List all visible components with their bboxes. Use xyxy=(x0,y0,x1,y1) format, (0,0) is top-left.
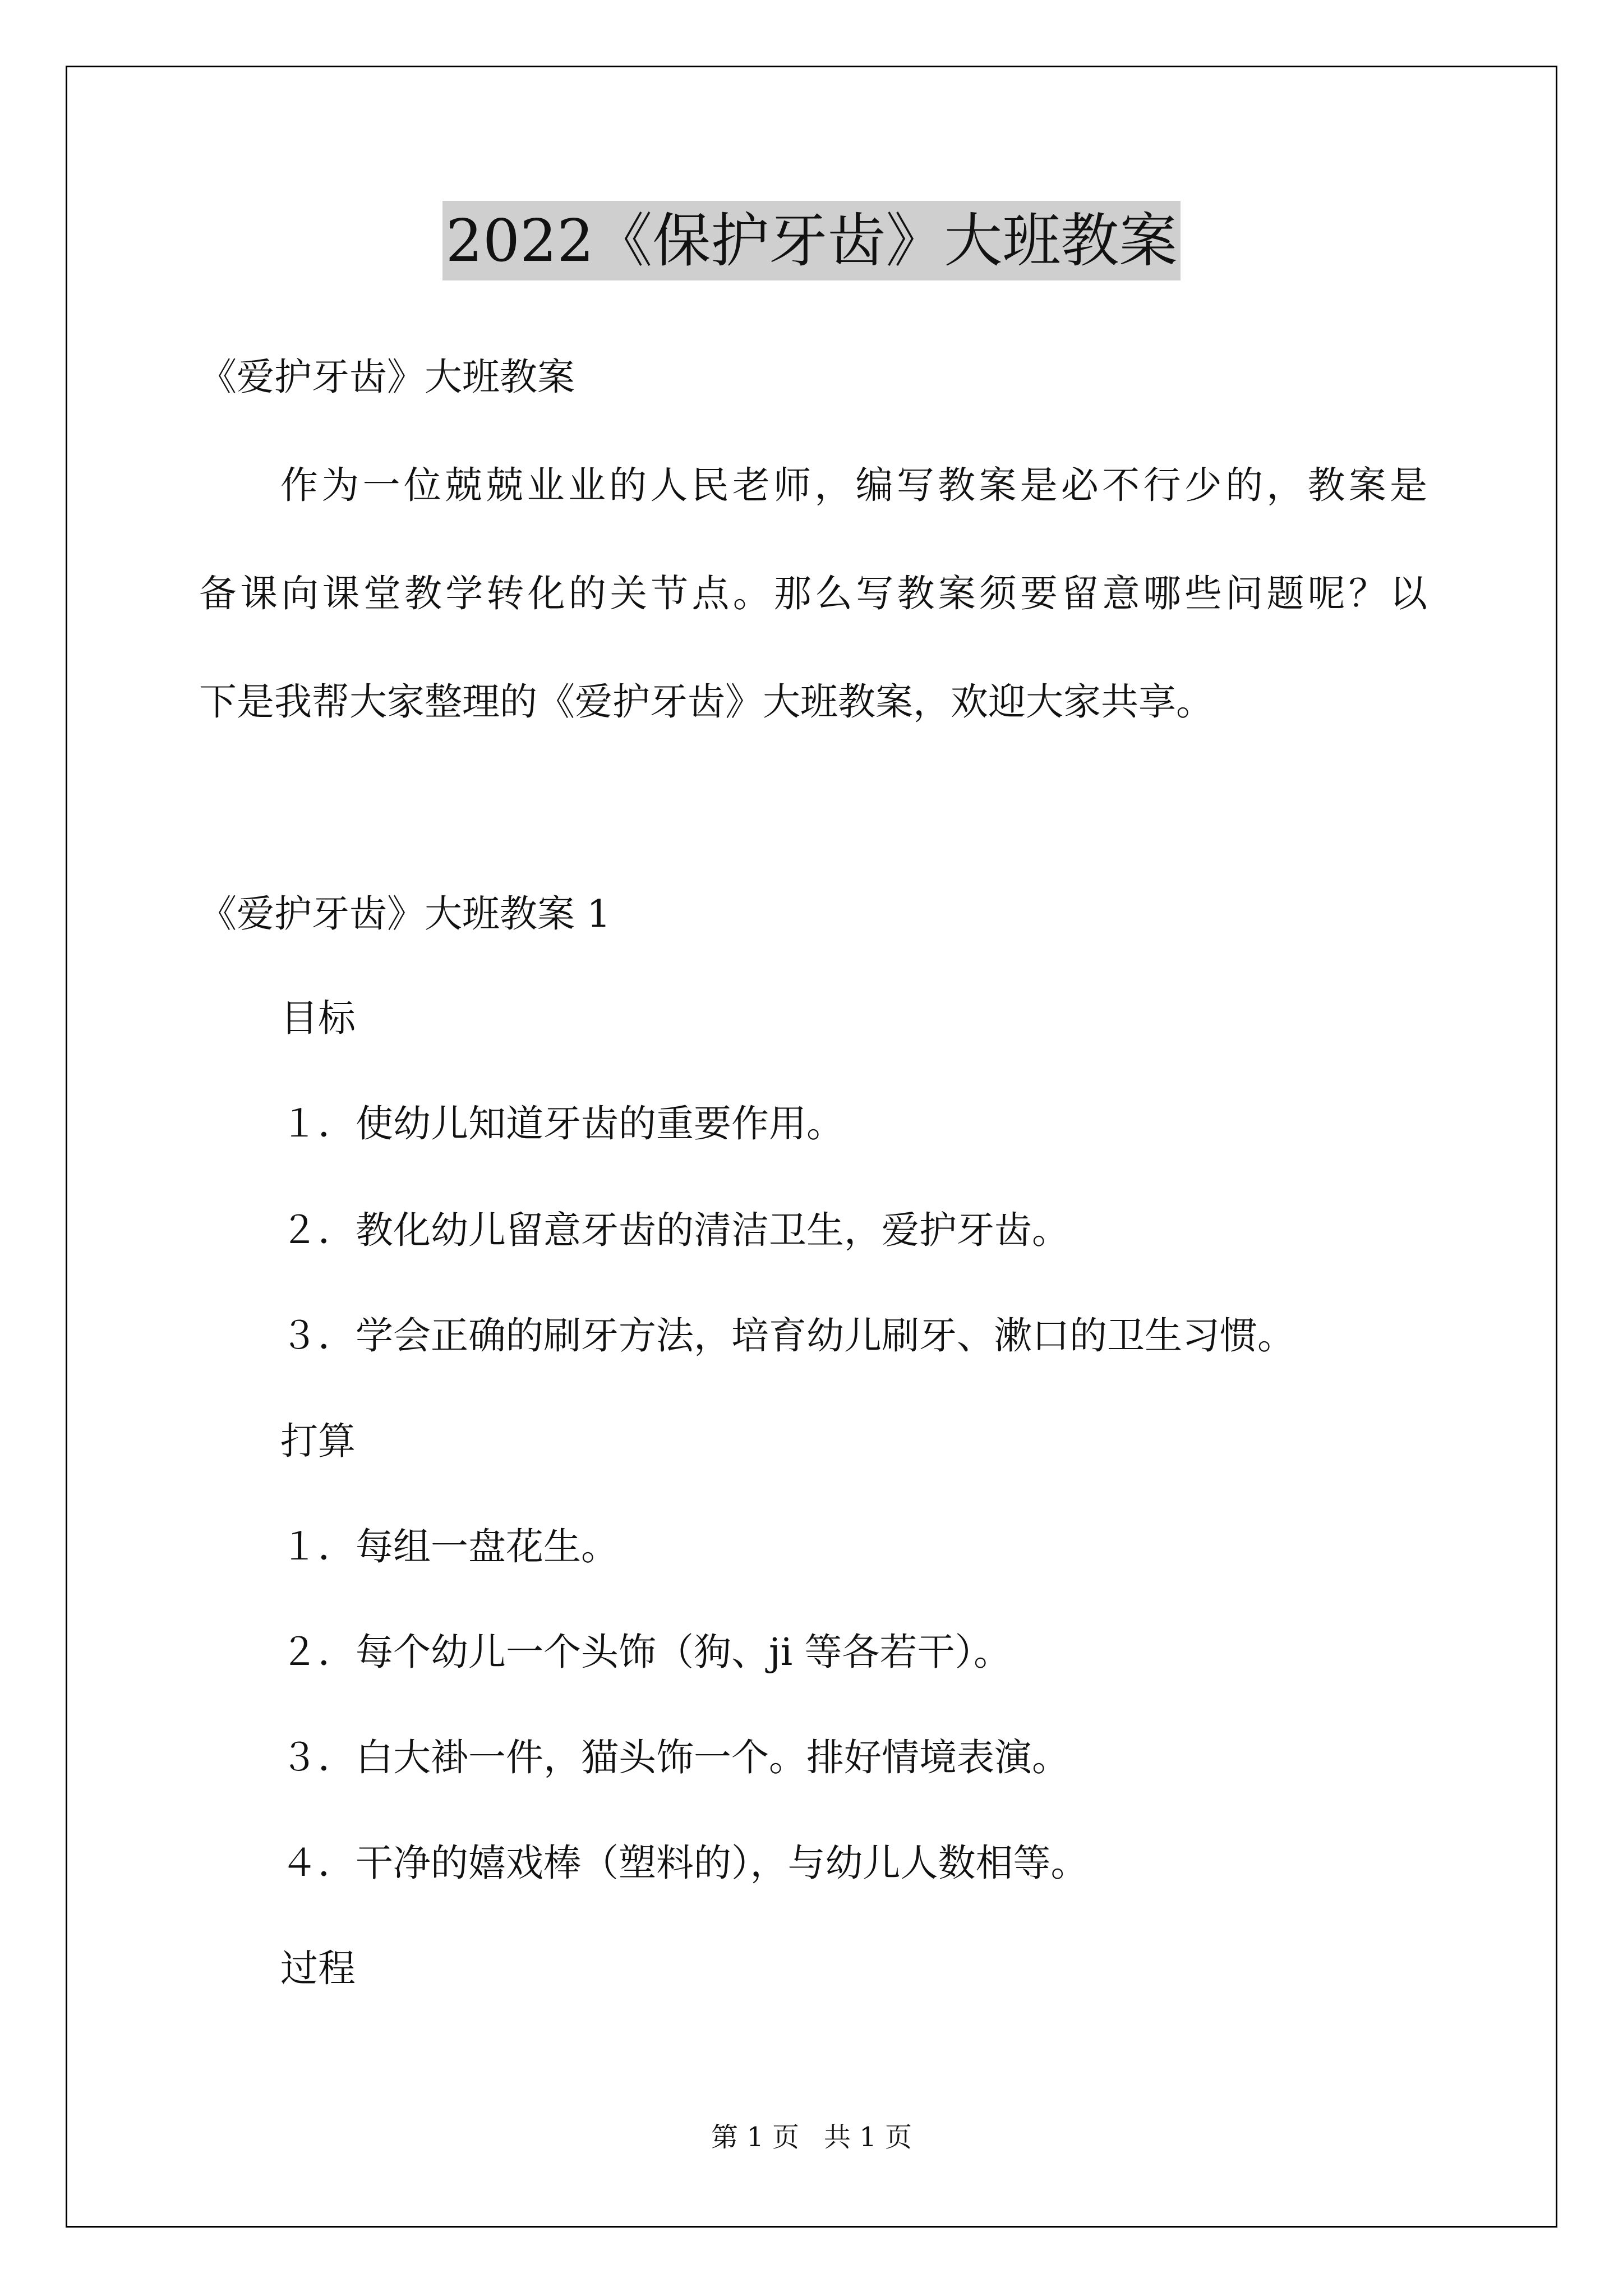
prep-item-3: ３．白大褂一件，猫头饰一个。排好情境表演。 xyxy=(280,1736,1069,1779)
prep-heading: 打算 xyxy=(280,1419,356,1463)
subtitle: 《爱护牙齿》大班教案 xyxy=(199,355,575,399)
goal-heading: 目标 xyxy=(280,996,356,1040)
prep-item-1: １．每组一盘花生。 xyxy=(280,1525,619,1568)
prep-item-2: ２．每个幼儿一个头饰（狗、ji 等各若干）。 xyxy=(280,1630,1011,1674)
intro-line-3: 下是我帮大家整理的《爱护牙齿》大班教案，欢迎大家共享。 xyxy=(199,680,1214,724)
document-title: 2022《保护牙齿》大班教案 xyxy=(442,201,1181,280)
page-number: 第 1 页 xyxy=(711,2122,799,2153)
process-heading: 过程 xyxy=(280,1947,356,1990)
page-footer xyxy=(0,2120,1623,2154)
prep-item-4: ４．干净的嬉戏棒（塑料的），与幼儿人数相等。 xyxy=(280,1841,1089,1885)
goal-item-1: １．使幼儿知道牙齿的重要作用。 xyxy=(280,1102,844,1145)
title-container xyxy=(0,201,1623,280)
section-heading: 《爱护牙齿》大班教案 1 xyxy=(199,892,611,936)
intro-line-1: 作为一位兢兢业业的人民老师，编写教案是必不行少的，教案是 xyxy=(280,463,1427,507)
goal-item-3: ３．学会正确的刷牙方法，培育幼儿刷牙、漱口的卫生习惯。 xyxy=(280,1314,1295,1358)
goal-item-2: ２．教化幼儿留意牙齿的清洁卫生，爱护牙齿。 xyxy=(280,1208,1069,1252)
intro-line-2: 备课向课堂教学转化的关节点。那么写教案须要留意哪些问题呢？以 xyxy=(199,572,1427,615)
page-total: 共 1 页 xyxy=(824,2122,912,2153)
